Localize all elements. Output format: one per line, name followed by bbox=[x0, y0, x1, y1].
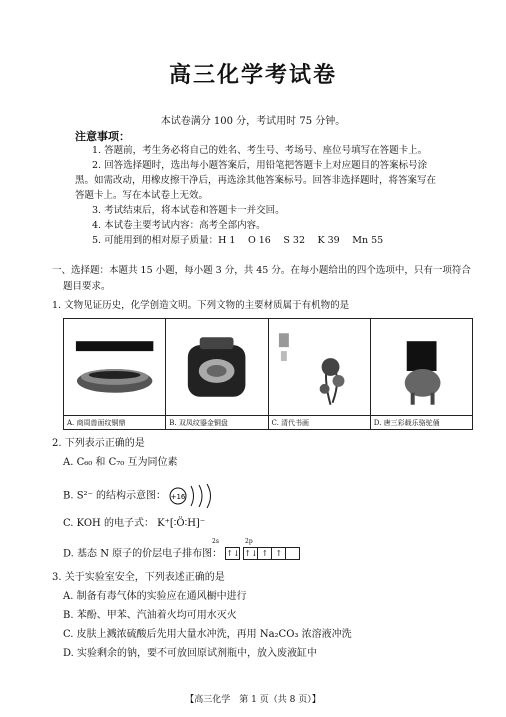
notes-heading: 注意事项： bbox=[75, 130, 130, 143]
q1-image-table bbox=[63, 318, 473, 430]
q3-option-d: D. 实验剩余的钠，要不可放回原试剂瓶中，放入废液缸中 bbox=[63, 648, 318, 659]
q1-option-b: B. 双凤纹鎏金铜盘 bbox=[166, 415, 267, 429]
q1-option-c: C. 清代书画 bbox=[269, 415, 370, 429]
question-1-stem: 1. 文物见证历史，化学创造文明。下列文物的主要材质属于有机物的是 bbox=[52, 300, 350, 311]
note-item: 1. 答题前，考生务必将自己的姓名、考生号、考场号、座位号填写在答题卡上。 bbox=[92, 145, 428, 156]
exam-info: 本试卷满分 100 分，考试用时 75 分钟。 bbox=[160, 116, 346, 127]
note-item: 2. 回答选择题时，选出每小题答案后，用铅笔把答题卡上对应题目的答案标号涂 bbox=[92, 160, 428, 171]
q1-option-a: A. 商周兽面纹铜鼎 bbox=[64, 415, 165, 429]
page-footer: 【高三化学 第 1 页（共 8 页）】 bbox=[185, 695, 321, 705]
note-item: 黑。如需改动，用橡皮擦干净后，再选涂其他答案标号。回答非选择题时，将答案写在 bbox=[75, 175, 437, 186]
q1-option-d-cell bbox=[371, 319, 472, 429]
orbital-box: ↑↓ bbox=[244, 549, 258, 558]
q2-option-d bbox=[63, 547, 299, 562]
orbital-diagram bbox=[225, 547, 299, 561]
q3-option-a: A. 制备有毒气体的实验应在通风橱中进行 bbox=[63, 591, 247, 602]
q3-option-c: C. 皮肤上溅浓硫酸后先用大量水冲洗，再用 Na₂CO₃ 浓溶液冲洗 bbox=[63, 629, 352, 640]
orbital-box: ↑ bbox=[271, 547, 286, 560]
question-2-stem: 2. 下列表示正确的是 bbox=[52, 438, 145, 449]
note-item: 4. 本试卷主要考试内容：高考全部内容。 bbox=[92, 220, 266, 231]
q1-option-a-cell bbox=[64, 319, 166, 429]
q1-option-d: D. 唐三彩载乐骆驼俑 bbox=[371, 415, 472, 429]
q2-option-b bbox=[63, 483, 215, 509]
section-heading-cont: 题目要求。 bbox=[63, 281, 111, 292]
q2-option-d-text: D. 基态 N 原子的价层电子排布图： bbox=[63, 548, 223, 560]
q1-option-b-cell bbox=[166, 319, 268, 429]
orbital-label-2s: 2s bbox=[212, 538, 219, 545]
orbital-box: ↑↓ bbox=[226, 549, 240, 558]
koh-electron-formula: K⁺[∶Ö∶H]⁻ bbox=[157, 518, 206, 529]
gilded-plate-image bbox=[166, 319, 267, 415]
bronze-vessel-image bbox=[64, 319, 165, 415]
q2-option-c bbox=[63, 517, 205, 531]
atomic-structure-diagram bbox=[169, 483, 215, 509]
section-heading: 一、选择题：本题共 15 小题，每小题 3 分，共 45 分。在每小题给出的四个选项中，只有一项符合 bbox=[52, 265, 471, 276]
note-item: 3. 考试结束后，将本试卷和答题卡一并交回。 bbox=[92, 205, 285, 216]
question-3-stem: 3. 关于实验室安全，下列表述正确的是 bbox=[52, 572, 225, 583]
orbital-box bbox=[285, 547, 300, 560]
note-item: 5. 可能用到的相对原子质量：H 1 O 16 S 32 K 39 Mn 55 bbox=[92, 235, 384, 246]
note-item: 答题卡上。写在本试卷上无效。 bbox=[75, 190, 209, 201]
q2-option-b-text: B. S²⁻ 的结构示意图： bbox=[63, 490, 167, 502]
q3-option-b: B. 苯酚、甲苯、汽油着火均可用水灭火 bbox=[63, 610, 237, 621]
camel-figurine-image bbox=[371, 319, 472, 415]
orbital-box: ↑ bbox=[257, 547, 272, 560]
q2-option-c-text: C. KOH 的电子式： bbox=[63, 518, 154, 529]
nucleus-charge: +16 bbox=[170, 493, 186, 501]
q2-option-a: A. C₆₀ 和 C₇₀ 互为同位素 bbox=[63, 457, 178, 468]
orbital-label-2p: 2p bbox=[245, 538, 253, 545]
page-title: 高三化学考试卷 bbox=[168, 62, 337, 88]
q1-option-c-cell bbox=[269, 319, 371, 429]
painting-image bbox=[269, 319, 370, 415]
